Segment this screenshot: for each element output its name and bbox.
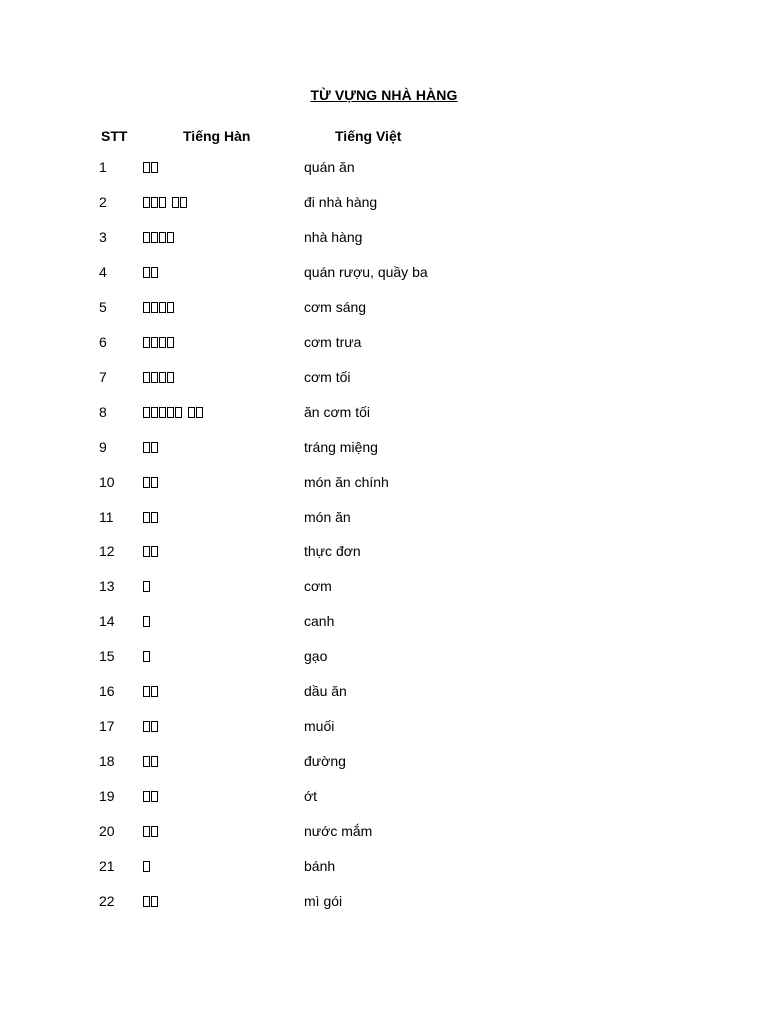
- korean-word: [143, 893, 159, 909]
- row-number: 9: [99, 439, 107, 455]
- missing-glyph-box: [143, 896, 150, 907]
- missing-glyph-box: [167, 372, 174, 383]
- table-row: [0, 753, 768, 773]
- row-number: 14: [99, 613, 115, 629]
- korean-word: [143, 369, 175, 385]
- korean-word: [143, 858, 151, 874]
- table-row: [0, 299, 768, 319]
- row-number: 20: [99, 823, 115, 839]
- table-row: [0, 229, 768, 249]
- missing-glyph-box: [151, 197, 158, 208]
- missing-glyph-box: [175, 407, 182, 418]
- table-row: [0, 159, 768, 179]
- row-number: 5: [99, 299, 107, 315]
- row-number: 18: [99, 753, 115, 769]
- table-row: [0, 613, 768, 633]
- missing-glyph-box: [151, 442, 158, 453]
- table-row: [0, 718, 768, 738]
- missing-glyph-box: [159, 232, 166, 243]
- table-row: [0, 404, 768, 424]
- row-number: 17: [99, 718, 115, 734]
- missing-glyph-box: [143, 616, 150, 627]
- row-number: 6: [99, 334, 107, 350]
- missing-glyph-box: [151, 721, 158, 732]
- missing-glyph-box: [143, 302, 150, 313]
- table-row: [0, 788, 768, 808]
- korean-word: [143, 543, 159, 559]
- korean-word: [143, 788, 159, 804]
- vietnamese-meaning: thực đơn: [304, 543, 361, 559]
- row-number: 3: [99, 229, 107, 245]
- table-row: [0, 509, 768, 529]
- table-row: [0, 369, 768, 389]
- vietnamese-meaning: ớt: [304, 788, 318, 804]
- column-header-vietnamese: Tiếng Việt: [335, 128, 402, 144]
- table-row: [0, 648, 768, 668]
- vietnamese-meaning: gạo: [304, 648, 328, 664]
- column-header-stt: STT: [101, 128, 128, 144]
- missing-glyph-box: [151, 372, 158, 383]
- korean-word: [143, 613, 151, 629]
- missing-glyph-box: [159, 407, 166, 418]
- missing-glyph-box: [151, 686, 158, 697]
- missing-glyph-box: [151, 791, 158, 802]
- missing-glyph-box: [143, 337, 150, 348]
- missing-glyph-box: [143, 477, 150, 488]
- korean-word: [143, 439, 159, 455]
- missing-glyph-box: [143, 791, 150, 802]
- missing-glyph-box: [172, 197, 179, 208]
- vietnamese-meaning: muối: [304, 718, 335, 734]
- missing-glyph-box: [151, 337, 158, 348]
- missing-glyph-box: [151, 162, 158, 173]
- row-number: 4: [99, 264, 107, 280]
- vietnamese-meaning: nước mắm: [304, 823, 373, 839]
- missing-glyph-box: [143, 721, 150, 732]
- row-number: 21: [99, 858, 115, 874]
- korean-word: [143, 229, 175, 245]
- missing-glyph-box: [151, 232, 158, 243]
- korean-word: [143, 264, 159, 280]
- row-number: 22: [99, 893, 115, 909]
- korean-word: [143, 159, 159, 175]
- missing-glyph-box: [143, 581, 150, 592]
- row-number: 1: [99, 159, 107, 175]
- missing-glyph-box: [167, 337, 174, 348]
- missing-glyph-box: [159, 197, 166, 208]
- table-row: [0, 264, 768, 284]
- vietnamese-meaning: mì gói: [304, 893, 343, 909]
- table-row: [0, 474, 768, 494]
- vietnamese-meaning: cơm sáng: [304, 299, 367, 315]
- missing-glyph-box: [151, 546, 158, 557]
- row-number: 11: [99, 509, 114, 525]
- missing-glyph-box: [151, 826, 158, 837]
- table-row: [0, 334, 768, 354]
- vietnamese-meaning: bánh: [304, 858, 336, 874]
- table-row: [0, 543, 768, 563]
- row-number: 16: [99, 683, 115, 699]
- korean-word: [143, 334, 175, 350]
- korean-word: [143, 753, 159, 769]
- korean-word: [143, 578, 151, 594]
- missing-glyph-box: [151, 896, 158, 907]
- vietnamese-meaning: đường: [304, 753, 346, 769]
- vietnamese-meaning: món ăn chính: [304, 474, 389, 490]
- korean-word: [143, 718, 159, 734]
- missing-glyph-box: [151, 302, 158, 313]
- missing-glyph-box: [143, 651, 150, 662]
- missing-glyph-box: [151, 477, 158, 488]
- missing-glyph-box: [151, 512, 158, 523]
- missing-glyph-box: [151, 756, 158, 767]
- missing-glyph-box: [143, 442, 150, 453]
- vietnamese-meaning: canh: [304, 613, 335, 629]
- missing-glyph-box: [143, 197, 150, 208]
- table-row: [0, 858, 768, 878]
- missing-glyph-box: [143, 162, 150, 173]
- missing-glyph-box: [188, 407, 195, 418]
- korean-word: [143, 823, 159, 839]
- vietnamese-meaning: cơm tối: [304, 369, 351, 385]
- vietnamese-meaning: nhà hàng: [304, 229, 363, 245]
- vietnamese-meaning: quán ăn: [304, 159, 355, 175]
- missing-glyph-box: [143, 861, 150, 872]
- missing-glyph-box: [143, 372, 150, 383]
- vietnamese-meaning: món ăn: [304, 509, 351, 525]
- missing-glyph-box: [180, 197, 187, 208]
- korean-word: [143, 404, 204, 420]
- missing-glyph-box: [159, 302, 166, 313]
- vietnamese-meaning: quán rượu, quầy ba: [304, 264, 428, 280]
- vietnamese-meaning: tráng miệng: [304, 439, 378, 455]
- vietnamese-meaning: đi nhà hàng: [304, 194, 378, 210]
- korean-word: [143, 648, 151, 664]
- missing-glyph-box: [143, 267, 150, 278]
- korean-word: [143, 474, 159, 490]
- missing-glyph-box: [151, 407, 158, 418]
- table-row: [0, 194, 768, 214]
- row-number: 2: [99, 194, 107, 210]
- row-number: 10: [99, 474, 115, 490]
- missing-glyph-box: [143, 686, 150, 697]
- vietnamese-meaning: dầu ăn: [304, 683, 347, 699]
- korean-word: [143, 194, 188, 210]
- missing-glyph-box: [167, 232, 174, 243]
- vietnamese-meaning: cơm: [304, 578, 332, 594]
- row-number: 8: [99, 404, 107, 420]
- table-row: [0, 439, 768, 459]
- row-number: 15: [99, 648, 115, 664]
- missing-glyph-box: [159, 337, 166, 348]
- missing-glyph-box: [167, 302, 174, 313]
- missing-glyph-box: [143, 756, 150, 767]
- table-row: [0, 578, 768, 598]
- missing-glyph-box: [143, 232, 150, 243]
- column-header-korean: Tiếng Hàn: [183, 128, 251, 144]
- missing-glyph-box: [143, 546, 150, 557]
- missing-glyph-box: [196, 407, 203, 418]
- missing-glyph-box: [151, 267, 158, 278]
- missing-glyph-box: [143, 407, 150, 418]
- korean-word: [143, 299, 175, 315]
- missing-glyph-box: [143, 826, 150, 837]
- table-row: [0, 683, 768, 703]
- table-row: [0, 823, 768, 843]
- missing-glyph-box: [143, 512, 150, 523]
- missing-glyph-box: [167, 407, 174, 418]
- vietnamese-meaning: cơm trưa: [304, 334, 362, 350]
- vietnamese-meaning: ăn cơm tối: [304, 404, 370, 420]
- table-row: [0, 893, 768, 913]
- row-number: 13: [99, 578, 115, 594]
- missing-glyph-box: [159, 372, 166, 383]
- korean-word: [143, 683, 159, 699]
- row-number: 19: [99, 788, 115, 804]
- row-number: 7: [99, 369, 107, 385]
- page-title: TỪ VỰNG NHÀ HÀNG: [310, 87, 458, 103]
- korean-word: [143, 509, 159, 525]
- row-number: 12: [99, 543, 115, 559]
